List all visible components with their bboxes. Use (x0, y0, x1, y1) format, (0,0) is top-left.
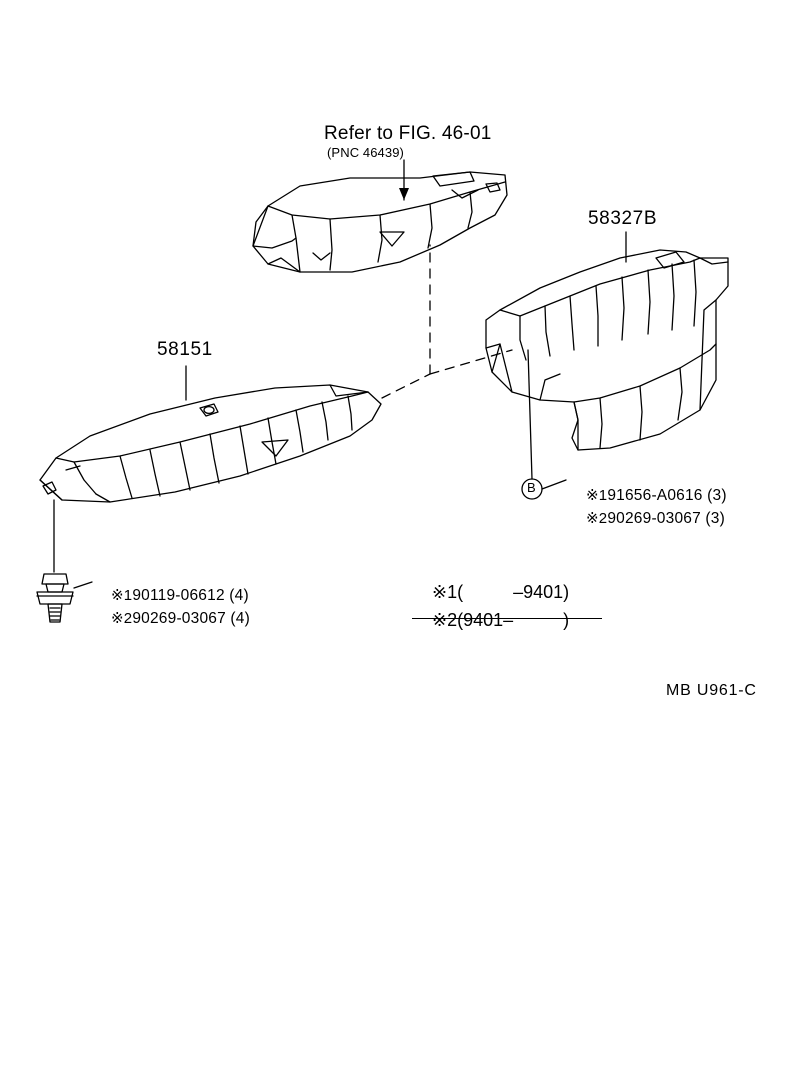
part-number-58327B[interactable]: 58327B (588, 208, 658, 229)
mark-2-right: ※2 (586, 510, 608, 528)
right-bolt-part-1: 91656-A0616 (3) (607, 487, 727, 505)
refer-to-figure-label: Refer to FIG. 46-01 (324, 123, 492, 144)
right-bolt-part-2: 90269-03067 (3) (607, 510, 725, 528)
legend-divider (412, 618, 602, 619)
right-bolt-callout-line2 (568, 493, 725, 546)
left-bolt-callout-line2 (93, 593, 250, 646)
left-bolt-leader (74, 582, 92, 588)
part-58327B-illustration (486, 250, 728, 450)
mark-2-left: ※2 (111, 610, 133, 628)
mark-1-left: ※1 (111, 587, 133, 605)
right-bolt-leader-2 (542, 480, 566, 489)
assembly-dash-left (382, 374, 430, 398)
crossmember-illustration (253, 172, 507, 272)
legend-row-2 (412, 589, 569, 652)
right-bolt-leader (528, 350, 532, 479)
part-58151-illustration (40, 385, 381, 502)
assembly-dash-right (430, 350, 512, 374)
footer-code: MB U961-C (666, 682, 757, 699)
left-bolt-illustration (37, 500, 73, 622)
mark-1-right: ※1 (586, 487, 608, 505)
bolt-badge-letter: B (527, 480, 536, 495)
left-bolt-part-1: 90119-06612 (4) (132, 587, 249, 605)
legend-range-2: (9401– ) (457, 610, 570, 630)
part-number-58151[interactable]: 58151 (157, 339, 213, 360)
legend-range-1: ( –9401) (457, 582, 570, 602)
left-bolt-part-2: 90269-03067 (4) (132, 610, 250, 628)
legend-mark-1: ※1 (432, 582, 458, 602)
legend-mark-2: ※2 (432, 610, 458, 630)
pnc-label: (PNC 46439) (327, 145, 404, 160)
